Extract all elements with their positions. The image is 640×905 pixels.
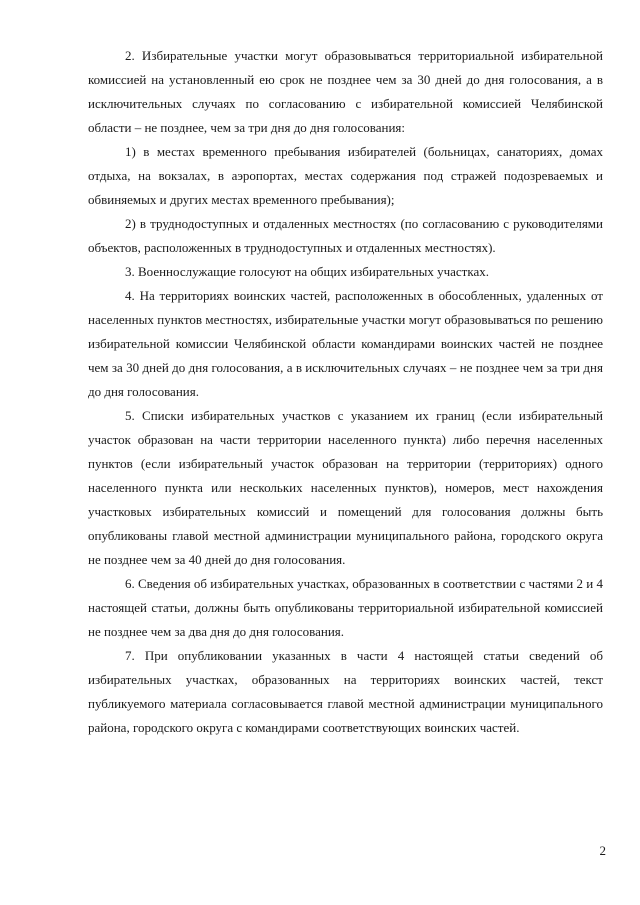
paragraph-part-6: 6. Сведения об избирательных участках, образованных в соответствии с частями 2 и 4 настоящей статьи, должны быть опубликованы территориальной избирательной комиссией не позднее чем за два дня до дня голосования.	[88, 576, 603, 639]
paragraph-part-4: 4. На территориях воинских частей, расположенных в обособленных, удаленных от населенных пунктов местностях, избирательные участки могут образовываться по решению избирательной комиссии Челябинской области командирами воинских частей не позднее чем за 30 дней до дня голосования, а в исключительных случаях – не позднее чем за три дня до дня голосования.	[88, 288, 603, 399]
paragraph-part-7: 7. При опубликовании указанных в части 4 настоящей статьи сведений об избирательных участках, образованных на территориях воинских частей, текст публикуемого материала согласовывается главой местной администрации муниципального района, городского округа с командирами соответствующих воинских частей.	[88, 648, 603, 735]
paragraph-part-2: 2. Избирательные участки могут образовываться территориальной избирательной комиссией на установленный ею срок не позднее чем за 30 дней до дня голосования, а в исключительных случаях по согласованию с избирательной комиссией Челябинской области – не позднее, чем за три дня до дня голосования:	[88, 48, 603, 135]
paragraph-item-2: 2) в труднодоступных и отдаленных местностях (по согласованию с руководителями объектов, расположенных в труднодоступных и отдаленных местностях).	[88, 216, 603, 255]
paragraph-item-1: 1) в местах временного пребывания избирателей (больницах, санаториях, домах отдыха, на вокзалах, в аэропортах, местах содержания под стражей подозреваемых и обвиняемых и других местах временного пребывания);	[88, 144, 603, 207]
paragraph-part-5: 5. Списки избирательных участков с указанием их границ (если избирательный участок образован на части территории населенного пункта) либо перечня населенных пунктов (если избирательный участок образован на территории (территориях) одного населенного пункта или нескольких населенных пунктов), номеров, мест нахождения участковых избирательных комиссий и помещений для голосования должны быть опубликованы главой местной администрации муниципального района, городского округа не позднее чем за 40 дней до дня голосования.	[88, 408, 603, 567]
document-body	[88, 44, 603, 740]
paragraph-part-3: 3. Военнослужащие голосуют на общих избирательных участках.	[125, 264, 489, 279]
page-number: 2	[599, 843, 606, 858]
